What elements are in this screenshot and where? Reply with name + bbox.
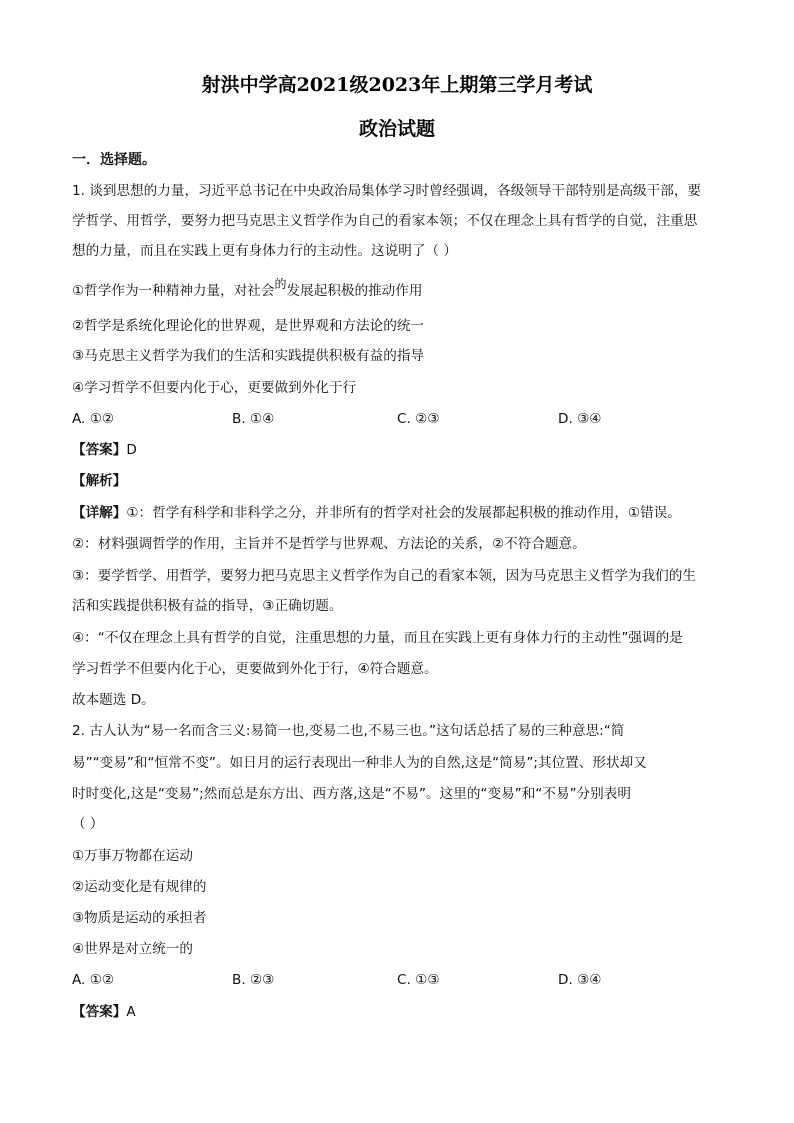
q2-stem-line: 易”“变易”和“恒常不变”。如日月的运行表现出一种非人为的自然,这是“简易”;其位置、形状却又: [72, 755, 647, 771]
q1-answer-value: D: [126, 442, 137, 458]
q1-analysis-label: [72, 471, 732, 491]
q1-item-1-text-end: 发展起积极的推动作用: [286, 283, 423, 299]
q2-stem-line: 2. 古人认为“易一名而含三义:易简一也,变易二也,不易三也。”这句话总括了易的三种意思:“简: [72, 723, 625, 739]
q2-option-a: A. ①②: [72, 972, 115, 988]
q2-item-1: ①万事万物都在运动: [72, 848, 193, 864]
q1-conclusion: 故本题选 D。: [72, 692, 155, 708]
q1-detail-line: 活和实践提供积极有益的指导，③正确切题。: [72, 598, 343, 614]
q1-options: [72, 409, 732, 429]
q1-detail-line: ②：材料强调哲学的作用，主旨并不是哲学与世界观、方法论的关系，②不符合题意。: [72, 536, 586, 552]
q1-detail-text: ①：哲学有科学和非科学之分，并非所有的哲学对社会的发展都起积极的推动作用，①错误。: [126, 505, 681, 521]
exam-title: 射洪中学高2021级2023年上期第三学月考试: [201, 74, 593, 96]
q1-stem-line: 1. 谈到思想的力量，习近平总书记在中央政治局集体学习时曾经强调，各级领导干部特别是高级干部，要: [72, 183, 702, 199]
q2-option-c: C. ①③: [397, 972, 440, 988]
exam-subject: 政治试题: [358, 118, 435, 140]
q1-item-1-text: ①哲学作为一种精神力量，对社会: [72, 283, 275, 299]
q1-stem-line: 学哲学、用哲学，要努力把马克思主义哲学作为自己的看家本领；不仅在理念上具有哲学的自觉，注重思: [72, 213, 698, 229]
q1-item-4: ④学习哲学不但要内化于心，更要做到外化于行: [72, 380, 357, 396]
q1-detail-line: [72, 503, 732, 523]
q1-item-2: ②哲学是系统化理论化的世界观，是世界观和方法论的统一: [72, 318, 425, 334]
q1-option-b: B. ①④: [232, 411, 275, 427]
q1-answer-label: 【答案】: [72, 442, 127, 458]
q1-option-d: D. ③④: [558, 411, 602, 427]
q1-analysis-tag: 【解析】: [72, 473, 127, 489]
q2-option-b: B. ②③: [232, 972, 275, 988]
q2-options: [72, 970, 732, 990]
q1-detail-line: ④：“不仅在理念上具有哲学的自觉，注重思想的力量，而且在实践上更有身体力行的主动性”强调的是: [72, 630, 683, 646]
q1-detail-line: 学习哲学不但要内化于心，更要做到外化于行，④符合题意。: [72, 661, 438, 677]
section-heading: 一．选择题。: [72, 152, 156, 168]
q1-option-a: A. ①②: [72, 411, 115, 427]
q2-stem-line: 时时变化,这是“变易”;然而总是东方出、西方落,这是“不易”。这里的“变易”和“不易”分别表明: [72, 786, 631, 802]
q1-stem-line: 想的力量，而且在实践上更有身体力行的主动性。这说明了（ ）: [72, 243, 457, 259]
q2-item-3: ③物质是运动的承担者: [72, 910, 207, 926]
q1-detail-line: ③：要学哲学、用哲学，要努力把马克思主义哲学作为自己的看家本领，因为马克思主义哲学为我们的生: [72, 568, 696, 584]
q1-detail-tag: 【详解】: [72, 505, 127, 521]
q1-item-1: [72, 277, 732, 301]
q1-answer: [72, 440, 732, 460]
q2-option-d: D. ③④: [558, 972, 602, 988]
q2-item-4: ④世界是对立统一的: [72, 941, 193, 957]
q2-answer: [72, 1002, 732, 1022]
q1-item-3: ③马克思主义哲学为我们的生活和实践提供积极有益的指导: [72, 348, 425, 364]
q2-stem-line: （ ）: [72, 816, 104, 832]
q2-item-2: ②运动变化是有规律的: [72, 879, 207, 895]
q1-item-1-superscript: 的: [274, 277, 287, 291]
q2-answer-label: 【答案】: [72, 1004, 127, 1020]
q1-option-c: C. ②③: [397, 411, 440, 427]
q2-answer-value: A: [126, 1004, 136, 1020]
